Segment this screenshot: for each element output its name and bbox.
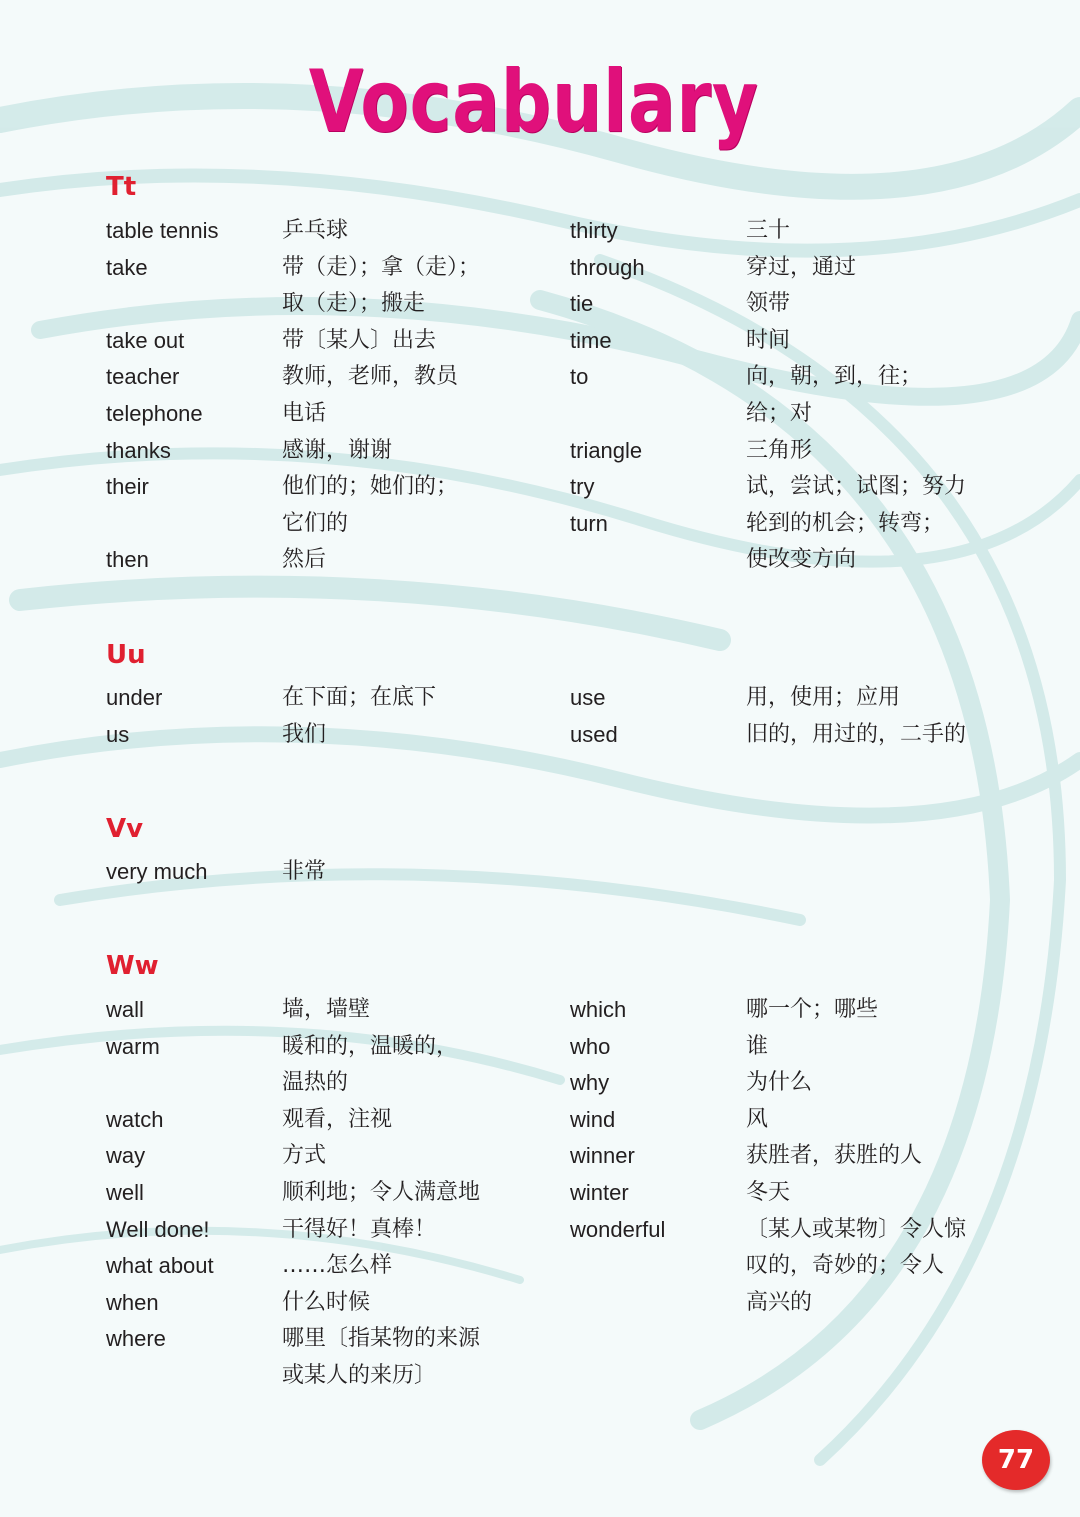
vocab-word: take out (106, 327, 185, 353)
vocab-word: way (106, 1143, 146, 1169)
vocab-meaning: 带〔某人〕出去 (282, 327, 437, 353)
vocab-meaning: 哪一个；哪些 (746, 997, 879, 1022)
section-letter-v: Vv (106, 814, 144, 844)
vocab-meaning: 观看，注视 (282, 1106, 393, 1132)
vocab-word: winter (570, 1179, 629, 1205)
vocab-meaning: 他们的；她们的； 它们的 (282, 474, 459, 536)
vocab-word: triangle (570, 437, 643, 463)
vocab-word: table tennis (106, 218, 219, 243)
vocab-meaning: 电话 (282, 400, 327, 426)
vocab-word: warm (106, 1033, 160, 1059)
vocab-word: teacher (106, 364, 180, 390)
vocab-meaning: 旧的，用过的，二手的 (746, 721, 967, 747)
vocab-meaning: 风 (746, 1106, 769, 1132)
vocab-meaning: 领带 (746, 291, 791, 317)
vocab-word: well (106, 1179, 144, 1205)
vocab-meaning: 为什么 (746, 1070, 813, 1096)
vocab-word: turn (570, 510, 608, 536)
vocab-word: their (106, 474, 149, 500)
vocab-word: what about (106, 1253, 214, 1279)
vocab-word: under (106, 685, 163, 710)
vocab-meaning: 用，使用；应用 (746, 685, 901, 710)
vocab-word: telephone (106, 400, 203, 426)
vocab-meaning: 三十 (746, 218, 791, 243)
vocab-word: wonderful (570, 1216, 666, 1242)
vocab-word: who (570, 1033, 611, 1059)
section-letter-t: Tt (106, 172, 137, 202)
vocab-meaning: 冬天 (746, 1179, 791, 1205)
vocab-meaning: 试，尝试；试图；努力 (746, 474, 967, 500)
vocab-word: time (570, 327, 612, 353)
vocab-word: through (570, 254, 645, 280)
vocab-meaning: 墙，墙壁 (282, 997, 371, 1022)
vocab-meaning: 教师，老师，教员 (282, 364, 459, 390)
vocab-meaning: 我们 (282, 721, 327, 747)
vocab-meaning: 感谢，谢谢 (282, 437, 393, 463)
vocab-word: us (106, 721, 130, 747)
vocab-word: tie (570, 291, 594, 317)
vocab-word: take (106, 254, 148, 280)
vocab-word: wind (570, 1106, 616, 1132)
vocab-meaning: 穿过，通过 (746, 254, 857, 280)
vocab-word: winner (570, 1143, 635, 1169)
vocab-meaning: 谁 (746, 1033, 769, 1059)
vocab-meaning: ……怎么样 (282, 1253, 393, 1279)
vocab-meaning: 方式 (282, 1143, 327, 1169)
vocab-word: then (106, 547, 149, 573)
vocab-word: where (106, 1326, 166, 1352)
vocab-meaning: 顺利地；令人满意地 (282, 1179, 481, 1205)
page-title: Vocabulary (308, 52, 759, 152)
vocab-meaning: 乒乓球 (282, 218, 349, 243)
vocab-meaning: 〔某人或某物〕令人惊 叹的，奇妙的；令人 高兴的 (746, 1216, 967, 1315)
vocab-meaning: 获胜者，获胜的人 (746, 1143, 923, 1169)
vocab-word: use (570, 685, 606, 710)
vocab-word: used (570, 721, 618, 747)
vocab-word: Well done! (106, 1216, 210, 1242)
vocab-meaning: 哪里〔指某物的来源 或某人的来历〕 (282, 1326, 481, 1388)
vocab-meaning: 轮到的机会；转弯； 使改变方向 (746, 510, 945, 573)
vocab-meaning: 三角形 (746, 437, 813, 463)
section-letter-u: Uu (106, 640, 146, 670)
vocab-meaning: 带（走）；拿（走）； 取（走）；搬走 (282, 254, 481, 317)
vocab-word: to (570, 364, 589, 390)
vocab-meaning: 暖和的，温暖的， 温热的 (282, 1033, 459, 1096)
vocab-word: thanks (106, 437, 171, 463)
section-letter-w: Ww (106, 951, 159, 981)
vocab-word: thirty (570, 218, 618, 243)
vocab-meaning: 时间 (746, 327, 791, 353)
vocab-word: which (570, 997, 627, 1022)
vocab-meaning: 向，朝，到，往； 给；对 (746, 364, 923, 426)
vocab-meaning: 非常 (282, 859, 327, 884)
page-number-badge: 77 (982, 1430, 1050, 1490)
vocab-meaning: 然后 (282, 547, 327, 573)
vocab-word: wall (106, 997, 144, 1022)
vocab-meaning: 在下面；在底下 (282, 685, 437, 710)
vocab-meaning: 干得好！真棒！ (282, 1216, 437, 1242)
vocab-word: very much (106, 859, 208, 884)
vocab-word: try (570, 474, 595, 500)
vocab-word: why (570, 1070, 610, 1096)
vocab-meaning: 什么时候 (282, 1289, 371, 1315)
vocab-word: when (106, 1289, 159, 1315)
vocab-word: watch (106, 1106, 164, 1132)
